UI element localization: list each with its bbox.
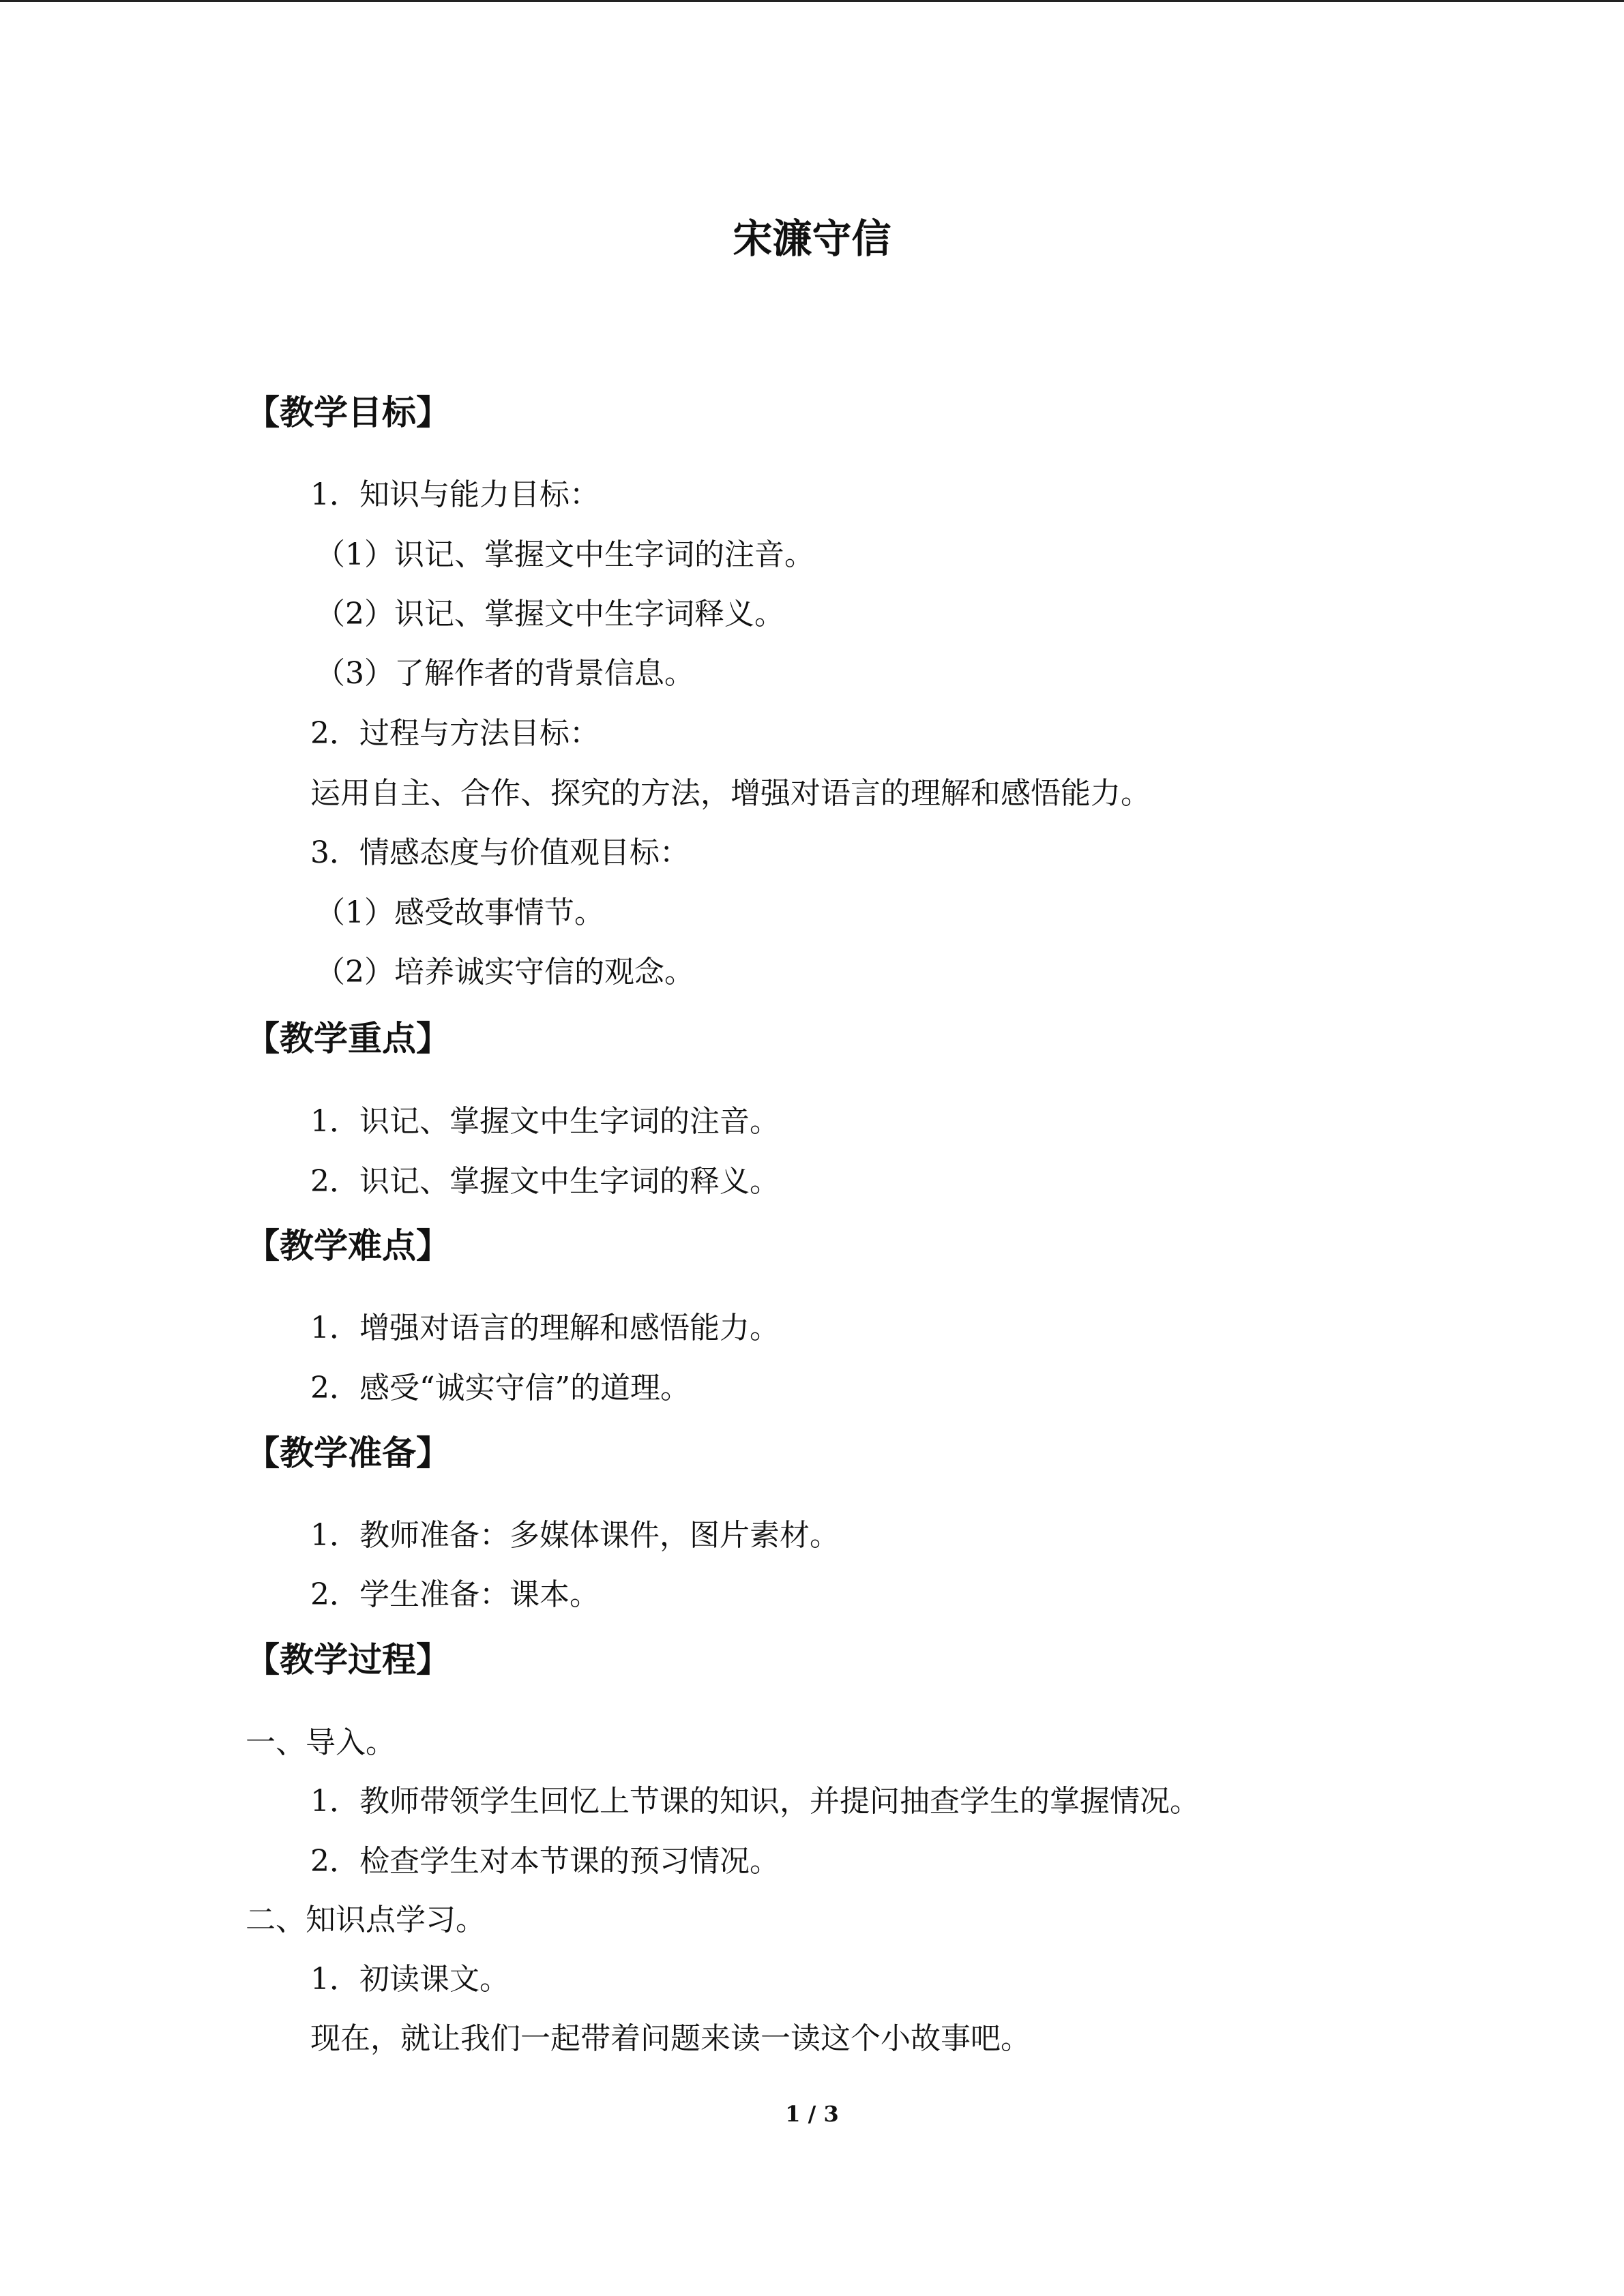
list-item: 3．情感态度与价值观目标： [310, 835, 690, 870]
list-item: （1）感受故事情节。 [315, 895, 604, 930]
list-item: 1．知识与能力目标： [310, 477, 600, 512]
section-heading-process: 【教学过程】 [246, 1640, 450, 1680]
list-item: 2．感受“诚实守信”的道理。 [310, 1371, 690, 1405]
list-item: 运用自主、合作、探究的方法，增强对语言的理解和感悟能力。 [310, 776, 1151, 811]
section-heading-objectives: 【教学目标】 [246, 393, 450, 432]
list-item: （2）培养诚实守信的观念。 [315, 955, 694, 989]
list-item: （1）识记、掌握文中生字词的注音。 [315, 537, 814, 572]
list-item: 一、导入。 [246, 1725, 396, 1760]
list-item: 现在，就让我们一起带着问题来读一读这个小故事吧。 [310, 2021, 1031, 2056]
list-item: 1．教师准备：多媒体课件，图片素材。 [310, 1518, 840, 1553]
list-item: 1．教师带领学生回忆上节课的知识，并提问抽查学生的掌握情况。 [310, 1784, 1200, 1819]
document-title: 宋濂守信 [733, 215, 891, 262]
list-item: 1．增强对语言的理解和感悟能力。 [310, 1311, 780, 1345]
section-heading-preparation: 【教学准备】 [246, 1433, 450, 1473]
list-item: 2．检查学生对本节课的预习情况。 [310, 1844, 780, 1879]
list-item: 2．识记、掌握文中生字词的释义。 [310, 1164, 780, 1199]
list-item: 2．过程与方法目标： [310, 716, 600, 751]
list-item: 1．初读课文。 [310, 1962, 510, 1997]
list-item: 二、知识点学习。 [246, 1903, 486, 1937]
page-number: 1 / 3 [785, 2101, 839, 2127]
list-item: （2）识记、掌握文中生字词释义。 [315, 597, 784, 631]
section-heading-key-points: 【教学重点】 [246, 1019, 450, 1058]
list-item: 2．学生准备：课本。 [310, 1577, 600, 1612]
list-item: （3）了解作者的背景信息。 [315, 656, 694, 691]
list-item: 1．识记、掌握文中生字词的注音。 [310, 1104, 780, 1139]
section-heading-difficulties: 【教学难点】 [246, 1226, 450, 1266]
